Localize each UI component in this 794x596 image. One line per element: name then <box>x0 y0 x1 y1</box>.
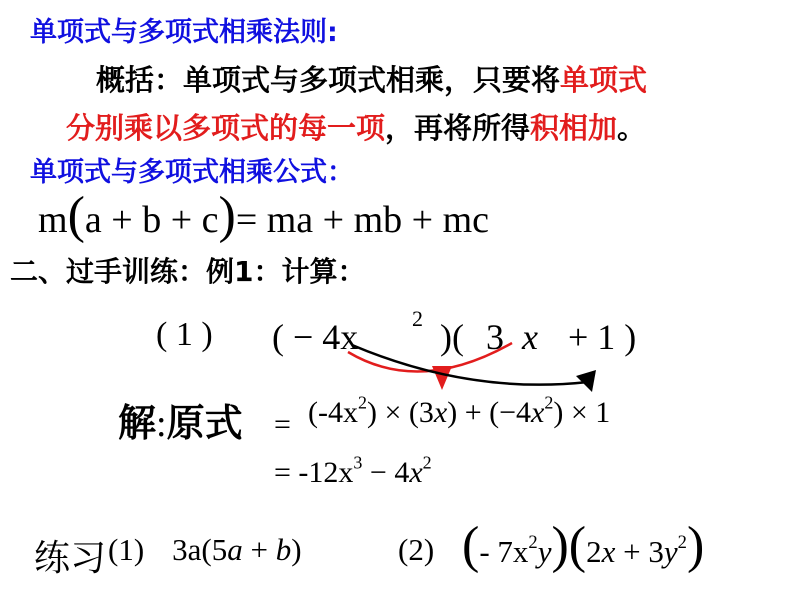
black-arrow-curve <box>352 345 588 385</box>
solution-eq1: = <box>274 408 291 441</box>
solution-line2-a: = -12x <box>274 456 354 489</box>
example-factor1-exp: 2 <box>412 306 423 331</box>
red-arrow-head <box>432 366 452 390</box>
example-factor2-rest: + 1 ) <box>568 317 637 357</box>
solution-line2 <box>274 452 432 490</box>
formula-lhs-inner: a + b + c <box>84 199 219 241</box>
practice-heading: 二、过手训练：例1：计算： <box>10 255 366 288</box>
exercise-2-f2-exp: 2 <box>677 532 687 554</box>
exercise-2-f2-x: x <box>601 534 616 569</box>
solution-line2-a-exp: 3 <box>353 452 363 473</box>
exercise-2-close1: ) <box>551 517 569 574</box>
solution-label <box>118 392 243 447</box>
red-arrow-curve <box>348 343 512 371</box>
exercise-2-f1-y: y <box>537 534 552 569</box>
solution-line1-b-var: x <box>433 396 448 429</box>
solution-line1-a: (-4x <box>308 396 358 429</box>
rule-summary-lead: 概括：单项式与多项式相乘，只要将 <box>96 63 561 97</box>
solution-line1-c-exp: 2 <box>544 392 554 413</box>
solution-label-colon: : <box>156 403 167 445</box>
example-factor2-var: x <box>522 317 538 357</box>
example-label: ( 1 ) <box>156 316 213 353</box>
exercise-1 <box>108 532 302 568</box>
solution-line1-c-var: x <box>531 396 545 429</box>
exercise-2-open2: ( <box>568 517 587 574</box>
exercise-2-f2-a: 2 <box>586 534 602 569</box>
example-factor1-open: ( − 4x <box>272 317 359 357</box>
solution-line1-c: ) + (−4 <box>447 396 532 429</box>
solution-line1-d: ) × 1 <box>553 396 611 429</box>
solution-line2-b-exp: 2 <box>422 452 432 473</box>
exercise-1-coef: 3a <box>172 532 202 567</box>
example-factor1-close: )( <box>440 317 464 357</box>
exercise-1-close: ) <box>291 532 302 567</box>
exercise-2-f1-exp: 2 <box>528 532 538 554</box>
exercise-2-f2-plus: + 3 <box>615 534 664 569</box>
exercise-2-f1-a: - 7x <box>479 534 529 569</box>
exercise-2-num: (2) <box>398 532 435 567</box>
solution-label-jie: 解 <box>118 401 157 445</box>
solution-label-yuanshi: 原式 <box>166 401 243 445</box>
exercise-1-a: a <box>227 532 243 567</box>
formula-open-paren: ( <box>67 187 85 244</box>
formula-lhs-m: m <box>38 199 68 241</box>
solution-line1 <box>308 392 611 430</box>
rule-title: 单项式与多项式相乘法则: <box>30 17 338 48</box>
solution-line2-b-var: x <box>409 456 423 489</box>
solution-line1-b: ) × (3 <box>366 396 434 429</box>
exercise-2 <box>462 517 705 580</box>
rule-summary-mid: ，再将所得 <box>385 111 531 145</box>
formula-title: 单项式与多项式相乘公式： <box>30 157 354 188</box>
exercise-1-open: (5 <box>201 532 228 567</box>
rule-summary-red1: 单项式 <box>560 63 648 97</box>
exercise-label: 练习 <box>34 538 107 579</box>
example-factor2-coef: 3 <box>486 317 504 357</box>
solution-line2-b: − 4 <box>362 456 410 489</box>
exercise-2-f2-y: y <box>663 534 678 569</box>
formula-rhs: = ma + mb + mc <box>235 199 490 241</box>
exercise-2-close2: ) <box>686 517 705 574</box>
rule-summary-end: 。 <box>617 111 647 145</box>
formula-close-paren: ) <box>218 187 236 244</box>
rule-summary-red3: 积相加 <box>530 111 618 145</box>
exercise-1-b: b <box>275 532 292 567</box>
exercise-1-num: (1) <box>108 532 145 567</box>
solution-line1-a-exp: 2 <box>357 392 367 413</box>
black-arrow-head <box>576 370 596 392</box>
exercise-1-plus: + <box>242 532 276 567</box>
exercise-2-open1: ( <box>462 517 480 574</box>
rule-summary-red2: 分别乘以多项式的每一项 <box>66 111 386 145</box>
